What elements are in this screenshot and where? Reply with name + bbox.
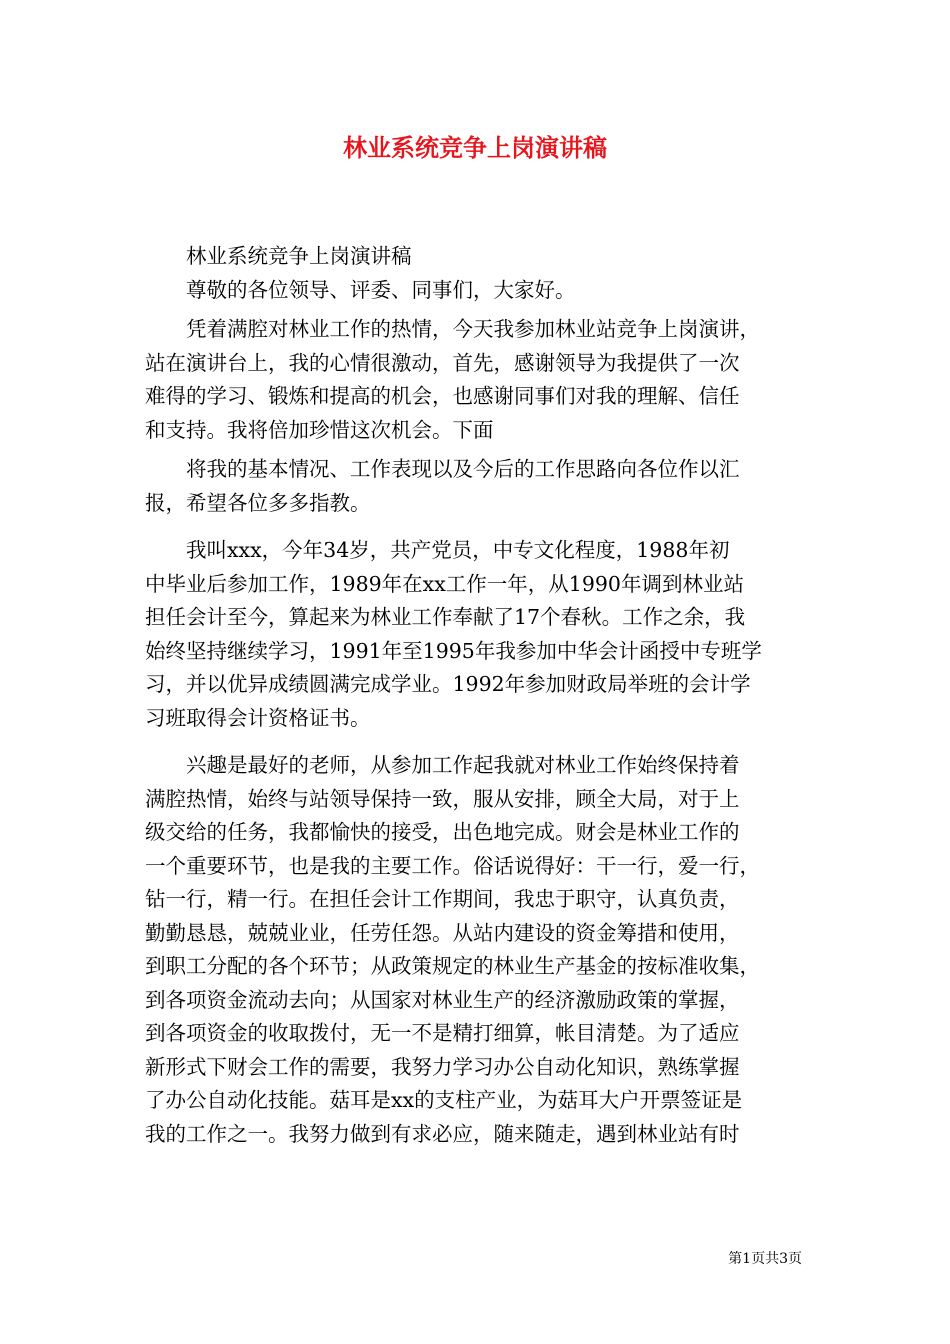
text-line: 中毕业后参加工作，1989年在xx工作一年，从1990年调到林业站 [145,571,744,596]
text-line: 凭着满腔对林业工作的热情，今天我参加林业站竞争上岗演讲， [145,317,760,341]
page-number: 第1页共3页 [728,1251,802,1267]
text-line: 始终坚持继续学习，1991年至1995年我参加中华会计函授中专班学 [145,638,762,663]
text-line: 林业系统竞争上岗演讲稿 [145,244,412,268]
text-line: 钻一行，精一行。在担任会计工作期间，我忠于职守，认真负责， [145,887,740,911]
text-line: 难得的学习、锻炼和提高的机会，也感谢同事们对我的理解、信任 [145,384,740,408]
text-line: 到各项资金流动去向；从国家对林业生产的经济激励政策的掌握， [145,987,740,1012]
text-line: 报，希望各位多多指教。 [145,490,371,515]
text-line: 将我的基本情况、工作表现以及今后的工作思路向各位作以汇 [145,457,740,481]
text-line: 满腔热情，始终与站领导保持一致，服从安排，顾全大局，对于上 [145,786,740,811]
text-line: 我的工作之一。我努力做到有求必应，随来随走，遇到林业站有时 [145,1121,740,1146]
text-line: 勤勤恳恳，兢兢业业，任劳任怨。从站内建设的资金筹措和使用， [145,920,740,945]
page-title: 林业系统竞争上岗演讲稿 [343,133,607,162]
text-line: 尊敬的各位领导、评委、同事们，大家好。 [145,277,576,302]
text-line: 担任会计至今，算起来为林业工作奉献了17个春秋。工作之余，我 [145,605,746,629]
text-line: 到各项资金的收取拨付，无一不是精打细算，帐目清楚。为了适应 [145,1021,740,1045]
text-line: 习，并以优异成绩圆满完成学业。1992年参加财政局举班的会计学 [145,672,751,696]
document-body [145,240,815,1151]
text-line: 级交给的任务，我都愉快的接受，出色地完成。财会是林业工作的 [145,820,740,844]
text-line: 到职工分配的各个环节；从政策规定的林业生产基金的按标准收集， [145,954,760,978]
text-line: 一个重要环节，也是我的主要工作。俗话说得好：干一行，爱一行， [145,853,760,878]
text-line: 新形式下财会工作的需要，我努力学习办公自动化知识，熟练掌握 [145,1054,740,1079]
text-line: 了办公自动化技能。菇耳是xx的支柱产业，为菇耳大户开票签证是 [145,1088,743,1112]
text-line: 站在演讲台上，我的心情很激动，首先，感谢领导为我提供了一次 [145,350,740,375]
text-line: 习班取得会计资格证书。 [145,705,371,730]
text-line: 和支持。我将倍加珍惜这次机会。下面 [145,417,494,442]
text-line: 兴趣是最好的老师，从参加工作起我就对林业工作始终保持着 [145,753,740,777]
text-line: 我叫xxx，今年34岁，共产党员，中专文化程度，1988年初 [145,538,730,562]
